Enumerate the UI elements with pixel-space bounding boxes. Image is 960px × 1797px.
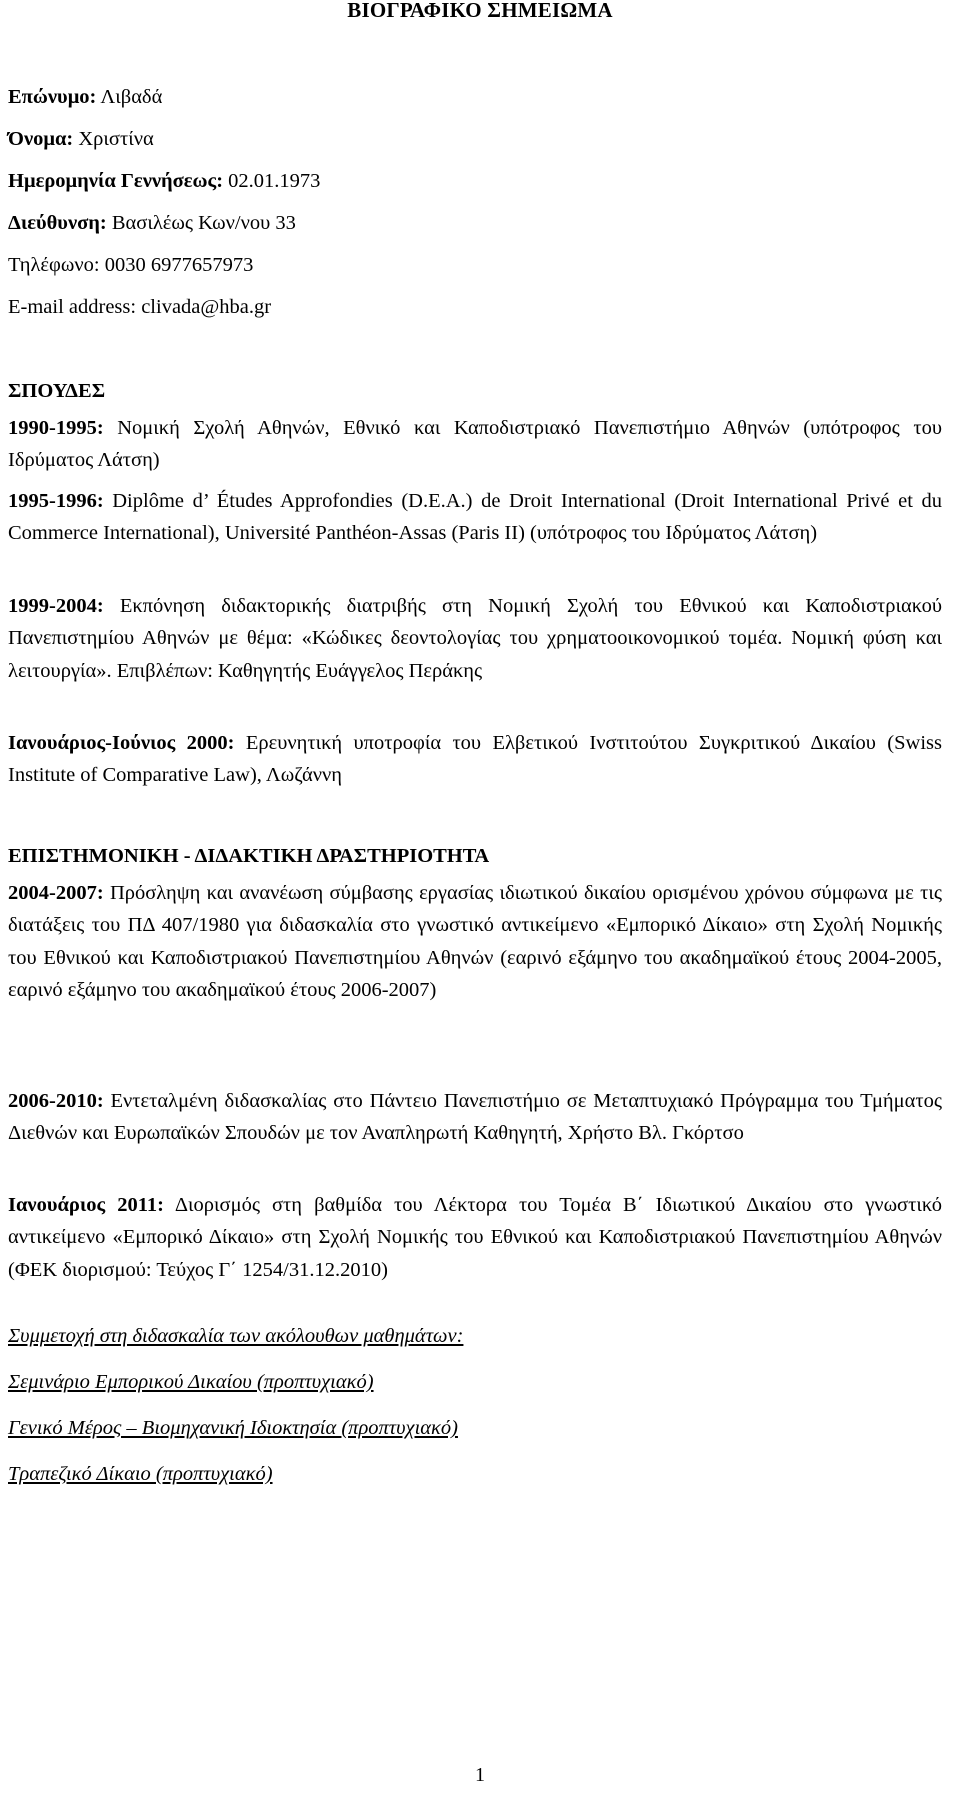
studies-item-2 — [8, 485, 942, 550]
course-item: Τραπεζικό Δίκαιο (προπτυχιακό) — [8, 1463, 273, 1485]
activity-item-2 — [8, 1085, 942, 1150]
surname-line — [8, 85, 162, 109]
activity-item-3 — [8, 1189, 942, 1286]
address-label: Διεύθυνση: — [8, 212, 107, 234]
document-title: ΒΙΟΓΡΑΦΙΚΟ ΣΗΜΕΙΩΜΑ — [347, 0, 613, 22]
dob-label: Ημερομηνία Γεννήσεως: — [8, 170, 224, 192]
activity-item-label: Ιανουάριος 2011: — [8, 1194, 164, 1216]
activity-item-label: 2004-2007: — [8, 882, 104, 904]
address-line — [8, 211, 296, 235]
activity-heading: ΕΠΙΣΤΗΜΟΝΙΚΗ - ΔΙΔΑΚΤΙΚΗ ΔΡΑΣΤΗΡΙΟΤΗΤΑ — [8, 845, 490, 867]
activity-item-text: Πρόσληψη και ανανέωση σύμβασης εργασίας ιδιωτικού δικαίου ορισμένου χρόνου σύμφωνα με τις διατάξεις του ΠΔ 407/1980 για διδασκαλία στο γνωστικό αντικείμενο «Εμπορικό Δίκαιο» στη Σχολή Νομικής του Εθνικού και Καποδιστριακού Πανεπιστημίου Αθηνών (εαρινό εξάμηνο του ακαδημαϊκού έτους 2004-2005, εαρινό εξάμηνο του ακαδημαϊκού έτους 2006-2007) — [8, 882, 942, 1001]
phone-line: Τηλέφωνο: 0030 6977657973 — [8, 254, 254, 276]
studies-item-label: 1999-2004: — [8, 595, 104, 617]
name-line — [8, 127, 154, 151]
studies-item-text: Νομική Σχολή Αθηνών, Εθνικό και Καποδιστριακό Πανεπιστήμιο Αθηνών (υπότροφος του Ιδρύματος Λάτση) — [8, 417, 942, 472]
page-number: 1 — [475, 1764, 485, 1786]
activity-item-text: Εντεταλμένη διδασκαλίας στο Πάντειο Πανεπιστήμιο σε Μεταπτυχιακό Πρόγραμμα του Τμήματος Διεθνών και Ευρωπαϊκών Σπουδών με τον Αναπληρωτή Καθηγητή, Χρήστο Βλ. Γκόρτσο — [8, 1090, 942, 1145]
courses-heading: Συμμετοχή στη διδασκαλία των ακόλουθων μαθημάτων: — [8, 1325, 464, 1347]
studies-item-label: 1990-1995: — [8, 417, 104, 439]
activity-item-label: 2006-2010: — [8, 1090, 104, 1112]
dob-value: 02.01.1973 — [223, 170, 321, 192]
studies-item-label: 1995-1996: — [8, 490, 104, 512]
activity-item-text: Διορισμός στη βαθμίδα του Λέκτορα του Τομέα Β΄ Ιδιωτικού Δικαίου στο γνωστικό αντικείμενο «Εμπορικό Δίκαιο» στη Σχολή Νομικής του Εθνικού και Καποδιστριακού Πανεπιστημίου Αθηνών (ΦΕΚ διορισμού: Τεύχος Γ΄ 1254/31.12.2010) — [8, 1194, 942, 1281]
studies-item-label: Ιανουάριος-Ιούνιος 2000: — [8, 732, 235, 754]
surname-value: Λιβαδά — [96, 86, 163, 108]
studies-heading: ΣΠΟΥΔΕΣ — [8, 380, 106, 402]
studies-item-3 — [8, 590, 942, 687]
studies-item-text: Diplôme d’ Études Approfondies (D.E.A.) de Droit International (Droit International Privé et du Commerce International), Université Panthéon-Assas (Paris II) (υπότροφος του Ιδρύματος Λάτση) — [8, 490, 942, 545]
name-value: Χριστίνα — [73, 128, 154, 150]
studies-item-text: Εκπόνηση διδακτορικής διατριβής στη Νομική Σχολή του Εθνικού και Καποδιστριακού Πανεπιστημίου Αθηνών με θέμα: «Κώδικες δεοντολογίας του χρηματοοικονομικού τομέα. Νομική φύση και λειτουργία». Επιβλέπων: Καθηγητής Ευάγγελος Περάκης — [8, 595, 942, 682]
studies-item-4 — [8, 727, 942, 792]
name-label: Όνομα: — [8, 128, 74, 150]
course-item: Σεμινάριο Εμπορικού Δικαίου (προπτυχιακό) — [8, 1371, 374, 1393]
dob-line — [8, 169, 320, 193]
address-value: Βασιλέως Κων/νου 33 — [106, 212, 296, 234]
studies-item-1 — [8, 412, 942, 477]
course-item: Γενικό Μέρος – Βιομηχανική Ιδιοκτησία (προπτυχιακό) — [8, 1417, 458, 1439]
studies-item-text: Ερευνητική υποτροφία του Ελβετικού Ινστιτούτου Συγκριτικού Δικαίου (Swiss Institute of Comparative Law), Λωζάννη — [8, 732, 942, 787]
activity-item-1 — [8, 877, 942, 1006]
email-line: E-mail address: clivada@hba.gr — [8, 296, 272, 318]
surname-label: Επώνυμο: — [8, 86, 97, 108]
